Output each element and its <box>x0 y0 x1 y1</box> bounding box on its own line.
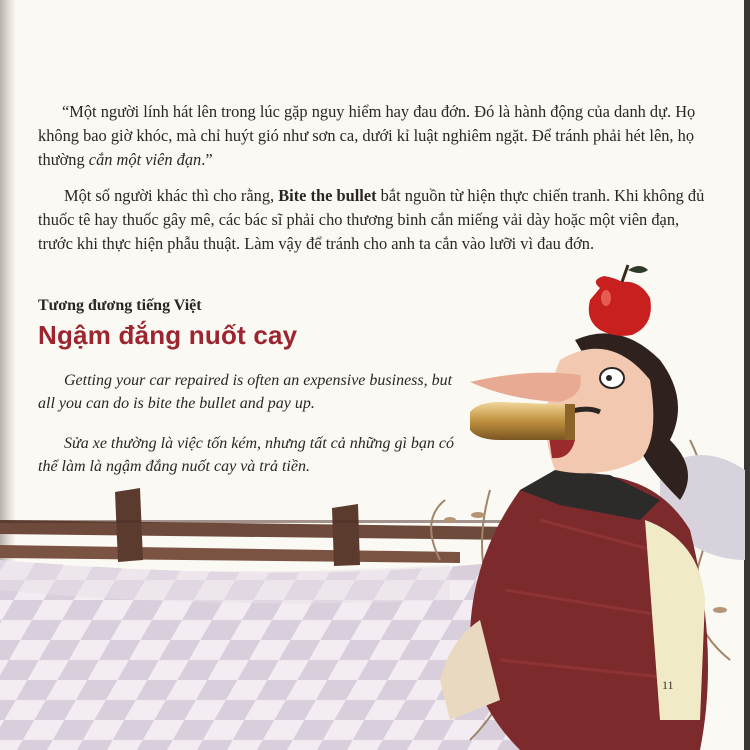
fence <box>0 488 520 566</box>
checkered-floor <box>0 560 520 750</box>
paragraph-quote-text: “Một người lính hát lên trong lúc gặp nguy hiểm hay đau đớn. Đó là hành động của danh dự. Họ không bao giờ khóc, mà chỉ huýt gió như sơn ca, dưới kỉ luật nghiêm ngặt. Để tránh phải hét lên, họ thường <box>38 102 696 169</box>
paragraph-origin <box>38 184 710 256</box>
example-vietnamese <box>38 432 458 478</box>
paragraph-origin-rest: bắt nguồn từ hiện thực chiến tranh. Khi không đủ thuốc tê hay thuốc gây mê, các bác sĩ phải cho thương binh cắn miếng vải dày hoặc một viên đạn, trước khi thực hiện phẫu thuật. Làm vậy để tránh cho anh ta cắn vào lưỡi vì đau đớn. <box>38 186 705 253</box>
example-english <box>38 369 458 415</box>
idiom-bold: Bite the bullet <box>278 186 377 205</box>
apple <box>589 265 651 336</box>
bullet <box>470 402 575 440</box>
paragraph-quote <box>38 100 710 172</box>
section-title: Ngậm đắng nuốt cay <box>38 320 298 350</box>
page-number: 11 <box>662 678 674 692</box>
example-vietnamese-text: Sửa xe thường là việc tốn kém, nhưng tất cả những gì bạn có thể làm là ngậm đắng nuốt cay và trả tiền. <box>38 435 455 475</box>
paragraph-quote-italic: cắn một viên đạn <box>88 150 202 169</box>
example-english-text: Getting your car repaired is often an expensive business, but all you can do is bite the bullet and pay up. <box>38 372 453 412</box>
paragraph-origin-text: Một số người khác thì cho rằng, <box>64 186 279 205</box>
section-label: Tương đương tiếng Việt <box>38 297 202 314</box>
paragraph-quote-end: .” <box>201 150 213 169</box>
